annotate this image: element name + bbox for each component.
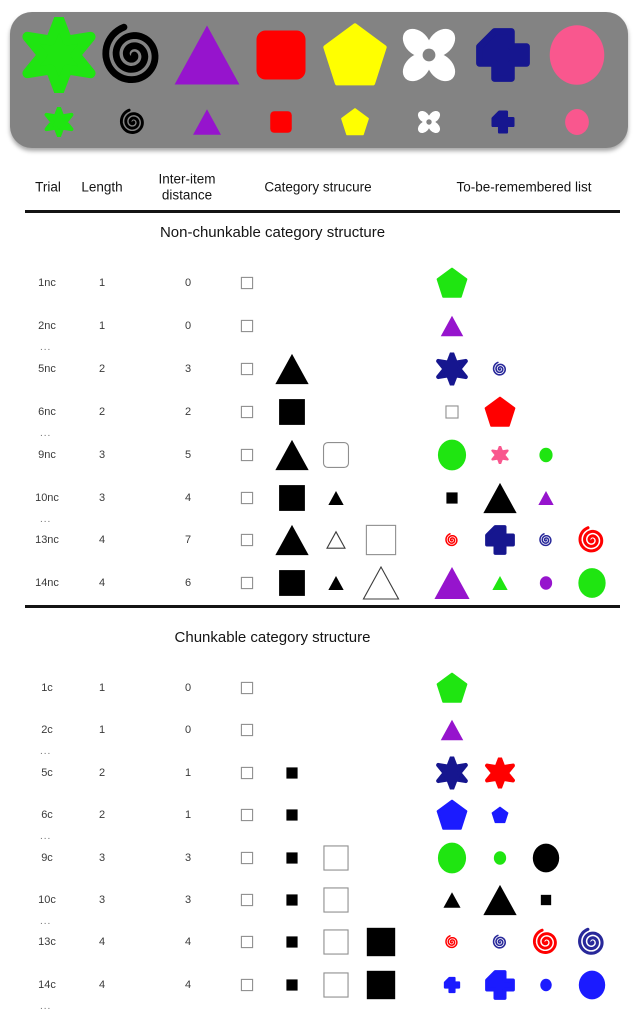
square-shape	[286, 894, 299, 907]
distance-value: 0	[184, 277, 192, 289]
distance-value: 3	[184, 362, 192, 375]
category-item-3	[328, 489, 345, 506]
square-shape	[241, 978, 254, 991]
distance-value: 3	[184, 851, 192, 864]
category-item-2	[286, 809, 299, 822]
triangle-shape	[328, 575, 345, 592]
column-header-length: Length	[81, 179, 123, 195]
circle-shape	[436, 842, 468, 874]
category-item-4	[365, 968, 398, 1001]
triangle-shape	[482, 479, 519, 516]
spiral-shape	[577, 927, 608, 958]
length-value: 2	[98, 809, 106, 822]
list-item-1	[433, 564, 472, 603]
column-header-trial: Trial	[35, 179, 61, 195]
list-item-1	[444, 976, 461, 993]
category-item-2	[286, 978, 299, 991]
omitted-trials-ellipsis: ...	[40, 513, 52, 525]
length-value: 2	[98, 362, 106, 375]
list-item-1	[436, 842, 468, 874]
legend-small-circle	[564, 109, 591, 136]
list-item-2	[491, 446, 509, 464]
category-item-1	[241, 362, 254, 375]
flower-shape	[397, 23, 461, 87]
legend-large-star6	[21, 17, 97, 93]
circle-shape	[493, 851, 507, 865]
pentagon-shape	[437, 800, 468, 831]
list-item-2	[482, 479, 519, 516]
cross-shape	[444, 976, 461, 993]
square-shape	[241, 491, 254, 504]
triangle-shape	[482, 882, 519, 919]
triangle-shape	[443, 891, 462, 910]
list-item-3	[539, 576, 553, 590]
category-item-2	[274, 436, 311, 473]
length-value: 4	[98, 978, 106, 991]
trial-id: 2c	[41, 724, 53, 737]
distance-value: 0	[184, 724, 192, 737]
trial-row-6c	[0, 794, 640, 843]
length-value: 3	[98, 851, 106, 864]
length-value: 1	[98, 724, 106, 737]
list-item-1	[436, 439, 468, 471]
list-item-1	[437, 800, 468, 831]
square-shape	[241, 277, 254, 290]
category-item-1	[241, 851, 254, 864]
star6-shape	[44, 107, 74, 137]
category-item-1	[241, 491, 254, 504]
circle-shape	[436, 439, 468, 471]
spiral-shape	[445, 935, 460, 950]
category-item-2	[286, 851, 299, 864]
category-item-3	[322, 971, 350, 999]
legend-small-cross	[491, 110, 515, 134]
square-shape	[322, 844, 350, 872]
square-shape	[241, 724, 254, 737]
square-shape	[322, 440, 351, 469]
category-item-3	[322, 886, 350, 914]
category-item-1	[241, 936, 254, 949]
circle-shape	[546, 24, 608, 86]
cross-shape	[491, 110, 515, 134]
star6-shape	[21, 17, 97, 93]
triangle-shape	[538, 489, 555, 506]
circle-shape	[540, 978, 553, 991]
trial-id: 9nc	[38, 448, 56, 461]
triangle-shape	[440, 313, 465, 338]
list-item-1	[445, 935, 460, 950]
square-shape	[540, 894, 552, 906]
spiral-shape	[492, 934, 508, 950]
list-item-1	[440, 718, 465, 743]
category-item-4	[364, 523, 398, 557]
square-shape	[286, 766, 299, 779]
trial-row-13nc	[0, 519, 640, 561]
star6-shape	[491, 446, 509, 464]
trial-id: 13c	[38, 936, 56, 949]
category-item-2	[274, 522, 311, 559]
legend-large-cross	[475, 27, 531, 83]
category-item-3	[328, 575, 345, 592]
circle-shape	[539, 576, 553, 590]
distance-value: 1	[184, 766, 192, 779]
trial-row-1nc	[0, 262, 640, 304]
legend-large-spiral	[99, 21, 167, 89]
category-item-3	[322, 440, 351, 469]
trial-row-14nc	[0, 562, 640, 604]
square-shape	[322, 971, 350, 999]
triangle-shape	[274, 350, 311, 387]
square-shape	[241, 577, 254, 590]
category-item-1	[241, 682, 254, 695]
category-item-1	[241, 405, 254, 418]
star6-shape	[436, 352, 469, 385]
category-item-1	[241, 809, 254, 822]
category-item-1	[241, 894, 254, 907]
distance-value: 3	[184, 894, 192, 906]
spiral-shape	[492, 361, 508, 377]
list-item-3	[538, 489, 555, 506]
distance-value: 0	[184, 319, 192, 332]
list-item-3	[540, 894, 552, 906]
header-divider-line	[25, 210, 620, 213]
list-item-3	[531, 843, 561, 873]
square-shape	[365, 926, 398, 959]
square-shape	[445, 405, 459, 419]
category-item-1	[241, 277, 254, 290]
cross-shape	[475, 27, 531, 83]
pentagon-shape	[437, 673, 468, 704]
trial-row-9nc	[0, 434, 640, 476]
category-item-2	[286, 894, 299, 907]
omitted-trials-ellipsis: ...	[40, 1000, 52, 1010]
triangle-shape	[192, 107, 223, 138]
square-shape	[241, 534, 254, 547]
square-shape	[241, 766, 254, 779]
trial-id: 10c	[38, 894, 56, 906]
length-value: 1	[98, 682, 106, 694]
legend-large-pentagon	[323, 23, 387, 87]
list-item-1	[437, 268, 468, 299]
pentagon-shape	[485, 396, 516, 427]
list-item-3	[539, 447, 554, 462]
pentagon-shape	[341, 108, 369, 136]
square-shape	[241, 809, 254, 822]
list-item-1	[436, 756, 469, 789]
legend-small-star6	[44, 107, 74, 137]
trial-row-14c	[0, 964, 640, 1010]
flower-shape	[416, 109, 443, 136]
trial-row-10nc	[0, 477, 640, 525]
length-value: 4	[98, 936, 106, 949]
spiral-shape	[539, 533, 554, 548]
list-item-2	[492, 575, 509, 592]
list-item-1	[440, 313, 465, 338]
legend-small-triangle	[192, 107, 223, 138]
category-item-1	[241, 448, 254, 461]
category-item-4	[362, 564, 401, 603]
trial-id: 9c	[41, 851, 53, 864]
square-shape	[286, 851, 299, 864]
category-item-2	[274, 350, 311, 387]
trial-id: 6nc	[38, 405, 56, 418]
distance-value: 5	[184, 448, 192, 461]
category-item-2	[277, 397, 307, 427]
length-value: 4	[98, 577, 106, 590]
circle-shape	[539, 447, 554, 462]
legend-large-circle	[546, 24, 608, 86]
star6-shape	[436, 756, 469, 789]
distance-value: 7	[184, 534, 192, 547]
trial-row-9c	[0, 837, 640, 879]
list-item-4	[577, 927, 608, 958]
square-shape	[286, 978, 299, 991]
list-item-3	[532, 928, 561, 957]
category-item-3	[326, 530, 346, 550]
trial-id: 13nc	[35, 534, 59, 547]
category-item-2	[277, 568, 307, 598]
square-shape	[241, 448, 254, 461]
length-value: 3	[98, 448, 106, 461]
triangle-shape	[433, 564, 472, 603]
cross-shape	[485, 969, 516, 1000]
distance-value: 4	[184, 936, 192, 949]
distance-value: 0	[184, 682, 192, 694]
column-header-category: Category strucure	[264, 179, 372, 195]
category-item-1	[241, 724, 254, 737]
trial-id: 1nc	[38, 277, 56, 289]
list-item-2	[485, 525, 516, 556]
square-shape	[241, 362, 254, 375]
star6-shape	[485, 757, 516, 788]
legend-small-spiral	[119, 108, 148, 137]
list-item-4	[577, 525, 607, 555]
length-value: 3	[98, 491, 106, 504]
square-shape	[241, 936, 254, 949]
pentagon-shape	[323, 23, 387, 87]
list-item-1	[445, 533, 460, 548]
length-value: 2	[98, 766, 106, 779]
omitted-trials-ellipsis: ...	[40, 746, 52, 758]
circle-shape	[577, 970, 607, 1000]
cross-shape	[485, 525, 516, 556]
square-shape	[241, 851, 254, 864]
square-shape	[322, 886, 350, 914]
pentagon-shape	[492, 807, 509, 824]
length-value: 1	[98, 277, 106, 289]
spiral-shape	[532, 928, 561, 957]
list-item-2	[482, 882, 519, 919]
trial-row-1c	[0, 667, 640, 709]
circle-shape	[564, 109, 591, 136]
trial-id: 2nc	[38, 319, 56, 332]
list-item-2	[492, 934, 508, 950]
trial-id: 14nc	[35, 577, 59, 590]
list-item-2	[492, 807, 509, 824]
spiral-shape	[577, 525, 607, 555]
omitted-trials-ellipsis: ...	[40, 427, 52, 439]
legend-small-square	[269, 110, 294, 135]
triangle-shape	[171, 19, 243, 91]
trial-id: 5c	[41, 766, 53, 779]
distance-value: 6	[184, 577, 192, 590]
square-shape	[277, 397, 307, 427]
length-value: 2	[98, 405, 106, 418]
triangle-shape	[492, 575, 509, 592]
trial-id: 1c	[41, 682, 53, 694]
category-item-1	[241, 319, 254, 332]
omitted-trials-ellipsis: ...	[40, 831, 52, 843]
list-item-1	[436, 352, 469, 385]
category-item-3	[322, 844, 350, 872]
trial-row-13c	[0, 921, 640, 963]
distance-value: 4	[184, 978, 192, 991]
square-shape	[241, 405, 254, 418]
category-item-2	[277, 483, 307, 513]
triangle-shape	[440, 718, 465, 743]
category-item-4	[365, 926, 398, 959]
square-shape	[269, 110, 294, 135]
list-item-2	[485, 757, 516, 788]
legend-small-pentagon	[341, 108, 369, 136]
distance-value: 1	[184, 809, 192, 822]
list-item-1	[446, 491, 459, 504]
square-shape	[253, 27, 310, 84]
list-item-3	[540, 978, 553, 991]
trial-row-5nc	[0, 348, 640, 390]
spiral-shape	[445, 533, 460, 548]
trial-row-10c	[0, 879, 640, 927]
list-item-2	[485, 396, 516, 427]
length-value: 3	[98, 894, 106, 906]
square-shape	[286, 936, 299, 949]
category-item-1	[241, 534, 254, 547]
length-value: 4	[98, 534, 106, 547]
circle-shape	[577, 568, 608, 599]
legend-large-square	[253, 27, 310, 84]
list-item-4	[577, 970, 607, 1000]
length-value: 1	[98, 319, 106, 332]
column-header-list: To-be-remembered list	[456, 179, 592, 195]
square-shape	[277, 483, 307, 513]
trial-id: 5nc	[38, 362, 56, 375]
section-title-chunkable: Chunkable category structure	[174, 629, 371, 646]
triangle-shape	[326, 530, 346, 550]
legend-large-flower	[397, 23, 461, 87]
square-shape	[364, 523, 398, 557]
list-item-3	[539, 533, 554, 548]
triangle-shape	[274, 436, 311, 473]
list-item-4	[577, 568, 608, 599]
list-item-1	[437, 673, 468, 704]
circle-shape	[531, 843, 561, 873]
trial-id: 10nc	[35, 491, 59, 504]
square-shape	[365, 968, 398, 1001]
trial-row-2c	[0, 709, 640, 758]
stimulus-legend-box	[10, 12, 628, 148]
trial-id: 6c	[41, 809, 53, 822]
distance-value: 2	[184, 405, 192, 418]
section-divider-line	[25, 605, 620, 608]
trial-row-2nc	[0, 305, 640, 353]
square-shape	[241, 682, 254, 695]
square-shape	[277, 568, 307, 598]
legend-small-flower	[416, 109, 443, 136]
square-shape	[446, 491, 459, 504]
spiral-shape	[119, 108, 148, 137]
list-item-1	[445, 405, 459, 419]
square-shape	[241, 894, 254, 907]
pentagon-shape	[437, 268, 468, 299]
triangle-shape	[362, 564, 401, 603]
square-shape	[286, 809, 299, 822]
trial-row-5c	[0, 752, 640, 794]
list-item-2	[485, 969, 516, 1000]
omitted-trials-ellipsis: ...	[40, 916, 52, 927]
triangle-shape	[328, 489, 345, 506]
spiral-shape	[99, 21, 167, 89]
legend-large-triangle	[171, 19, 243, 91]
column-header-distance: Inter-item distance	[158, 171, 216, 202]
list-item-2	[493, 851, 507, 865]
square-shape	[241, 319, 254, 332]
trial-id: 14c	[38, 978, 56, 991]
square-shape	[322, 928, 350, 956]
section-title-nonchunkable: Non-chunkable category structure	[159, 224, 386, 241]
trial-row-6nc	[0, 391, 640, 439]
category-item-1	[241, 978, 254, 991]
category-item-1	[241, 577, 254, 590]
triangle-shape	[274, 522, 311, 559]
category-item-2	[286, 936, 299, 949]
category-item-2	[286, 766, 299, 779]
distance-value: 4	[184, 491, 192, 504]
category-item-1	[241, 766, 254, 779]
category-item-3	[322, 928, 350, 956]
list-item-1	[443, 891, 462, 910]
list-item-2	[492, 361, 508, 377]
omitted-trials-ellipsis: ...	[40, 341, 52, 353]
